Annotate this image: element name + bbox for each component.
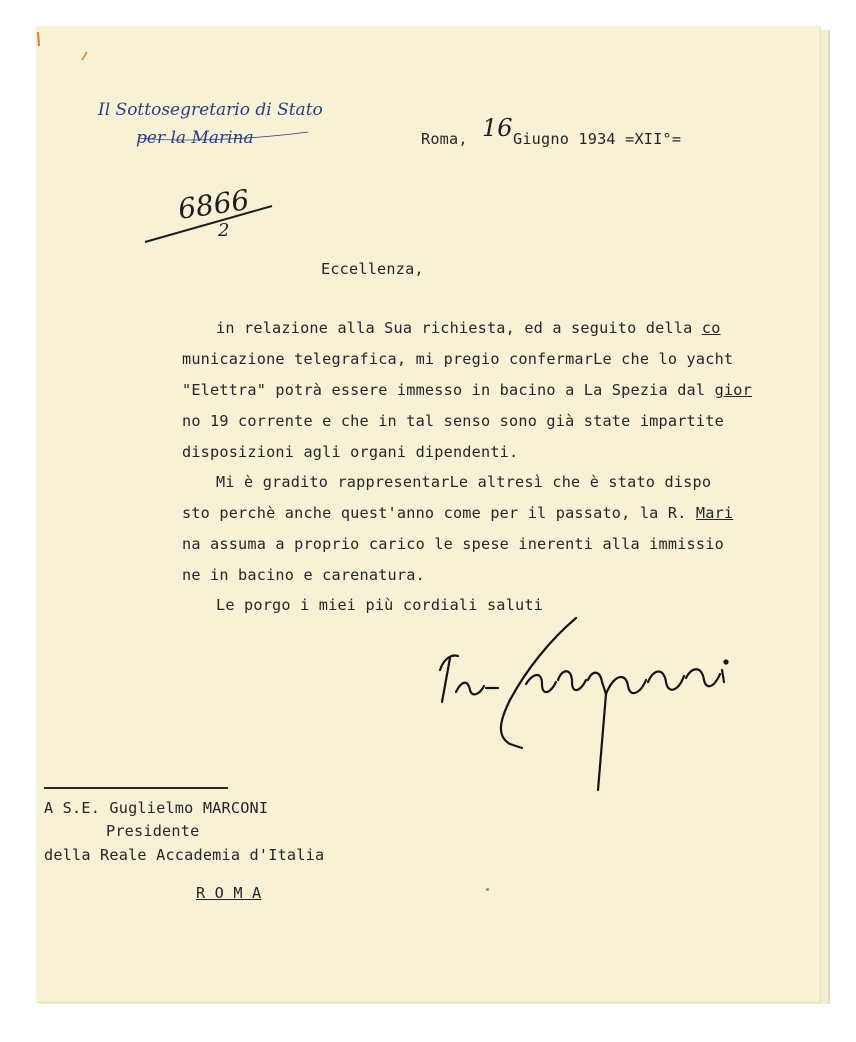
body-line-1-text: in relazione alla Sua richiesta, ed a seguito della	[216, 319, 702, 337]
body-line-2: municazione telegrafica, mi pregio confermarLe che lo yacht	[182, 350, 734, 368]
body-line-7-text: sto perchè anche quest'anno come per il passato, la R.	[182, 504, 696, 522]
body-line-1-underlined: co	[701, 319, 721, 337]
paper-speck	[486, 888, 489, 891]
recipient-city: R O M A	[196, 884, 262, 902]
body-line-7	[182, 504, 733, 522]
body-line-7-underlined: Mari	[695, 504, 734, 522]
letterhead-line-2: per la Marina	[136, 128, 254, 148]
protocol-underline	[140, 198, 280, 248]
body-line-6: Mi è gradito rappresentarLe altresì che è stato dispo	[216, 473, 712, 491]
body-line-3-underlined: gior	[714, 381, 752, 399]
salutation: Eccellenza,	[321, 260, 424, 278]
letterhead-line-1: Il Sottosegretario di Stato	[98, 100, 323, 120]
date-rest: Giugno 1934 =XII°=	[513, 130, 682, 148]
edge-mark	[34, 30, 44, 50]
closing-line: Le porgo i miei più cordiali saluti	[216, 596, 544, 614]
body-line-9: ne in bacino e carenatura.	[182, 566, 425, 584]
recipient-line-2: Presidente	[106, 822, 200, 840]
recipient-line-3: della Reale Accademia d'Italia	[44, 846, 325, 864]
handwritten-day: 16	[482, 114, 513, 142]
body-line-3-text: "Elettra" potrà essere immesso in bacino a La Spezia dal	[182, 381, 715, 399]
body-line-4: no 19 corrente e che in tal senso sono già state impartite	[182, 412, 724, 430]
body-line-5: disposizioni agli organi dipendenti.	[182, 443, 519, 461]
body-line-1	[216, 319, 721, 337]
body-line-3	[182, 381, 752, 399]
protocol-sub: 2	[218, 220, 230, 241]
place: Roma,	[421, 130, 468, 148]
letterhead-flourish	[98, 112, 318, 152]
protocol-number: 6866	[176, 183, 252, 226]
body-line-8: na assuma a proprio carico le spese inerenti alla immissio	[182, 535, 724, 553]
edge-mark-small	[80, 48, 90, 68]
recipient-line-1: A S.E. Guglielmo MARCONI	[44, 799, 269, 817]
recipient-rule	[44, 787, 228, 789]
signature	[430, 610, 740, 800]
